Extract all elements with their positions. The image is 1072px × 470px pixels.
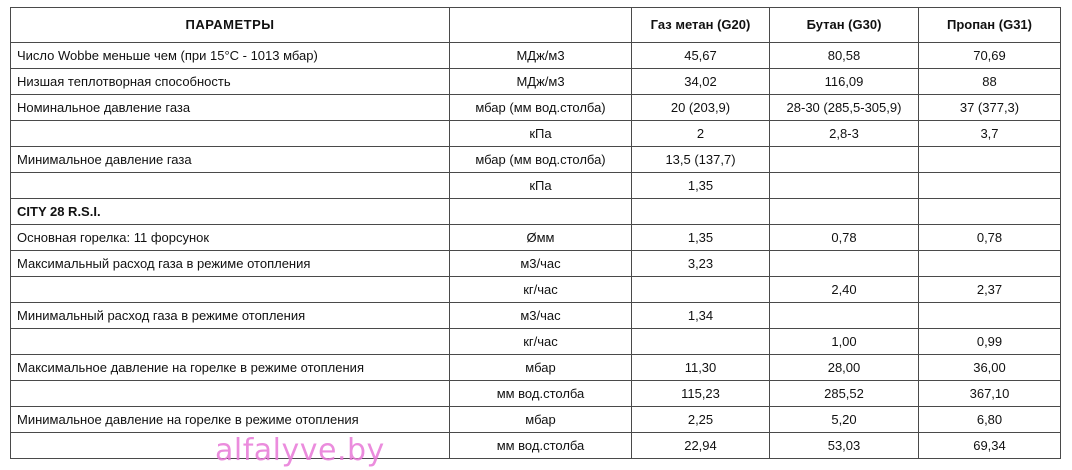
value-g30 [770,173,919,199]
header-gas-g30: Бутан (G30) [770,8,919,43]
param-name: Минимальное давление на горелке в режиме отопления [11,407,450,433]
value-g30: 2,8-3 [770,121,919,147]
value-g31: 37 (377,3) [919,95,1061,121]
value-g30 [770,199,919,225]
value-g30: 285,52 [770,381,919,407]
table-row [11,277,1061,303]
value-g30: 28-30 (285,5-305,9) [770,95,919,121]
param-unit: м3/час [450,251,632,277]
param-name [11,173,450,199]
table-row [11,147,1061,173]
value-g20: 1,35 [632,225,770,251]
header-unit-cell [450,8,632,43]
value-g31 [919,173,1061,199]
param-name: Минимальное давление газа [11,147,450,173]
value-g30: 0,78 [770,225,919,251]
param-unit: кг/час [450,329,632,355]
value-g20 [632,199,770,225]
param-name: Минимальный расход газа в режиме отопления [11,303,450,329]
param-name: Число Wobbe меньше чем (при 15°C - 1013 мбар) [11,43,450,69]
value-g31 [919,147,1061,173]
value-g30 [770,303,919,329]
param-unit: мбар [450,355,632,381]
param-name: Максимальный расход газа в режиме отопления [11,251,450,277]
value-g30: 116,09 [770,69,919,95]
param-unit: МДж/м3 [450,43,632,69]
table-row [11,329,1061,355]
param-unit: мбар (мм вод.столба) [450,95,632,121]
param-name [11,277,450,303]
value-g30 [770,251,919,277]
param-name: Низшая теплотворная способность [11,69,450,95]
value-g30: 28,00 [770,355,919,381]
value-g31 [919,199,1061,225]
value-g20: 3,23 [632,251,770,277]
param-unit: кПа [450,173,632,199]
value-g20: 2,25 [632,407,770,433]
table-row [11,43,1061,69]
table-section-row [11,199,1061,225]
parameters-table [10,7,1061,459]
value-g20: 20 (203,9) [632,95,770,121]
value-g20: 115,23 [632,381,770,407]
table-row [11,173,1061,199]
table-row [11,121,1061,147]
value-g31 [919,251,1061,277]
param-unit: мбар (мм вод.столба) [450,147,632,173]
header-gas-g20: Газ метан (G20) [632,8,770,43]
value-g30: 2,40 [770,277,919,303]
value-g20: 1,35 [632,173,770,199]
value-g31: 3,7 [919,121,1061,147]
section-title: CITY 28 R.S.I. [11,199,450,225]
value-g30: 53,03 [770,433,919,459]
value-g31: 70,69 [919,43,1061,69]
param-unit: мм вод.столба [450,381,632,407]
table-title: ПАРАМЕТРЫ [11,8,450,43]
value-g31: 367,10 [919,381,1061,407]
param-name: Основная горелка: 11 форсунок [11,225,450,251]
table-row [11,433,1061,459]
value-g31: 2,37 [919,277,1061,303]
param-unit: мбар [450,407,632,433]
value-g31 [919,303,1061,329]
param-unit: МДж/м3 [450,69,632,95]
table-row [11,407,1061,433]
table-row [11,381,1061,407]
value-g31: 88 [919,69,1061,95]
value-g20: 11,30 [632,355,770,381]
param-name: Максимальное давление на горелке в режиме отопления [11,355,450,381]
value-g31: 0,99 [919,329,1061,355]
watermark: alfalyve.by [215,433,385,468]
table-row [11,355,1061,381]
param-unit: кг/час [450,277,632,303]
value-g20: 2 [632,121,770,147]
value-g20: 13,5 (137,7) [632,147,770,173]
value-g30: 5,20 [770,407,919,433]
param-unit [450,199,632,225]
table-header-row [11,8,1061,43]
header-gas-g31: Пропан (G31) [919,8,1061,43]
value-g20 [632,329,770,355]
value-g20: 1,34 [632,303,770,329]
value-g20: 45,67 [632,43,770,69]
value-g30: 1,00 [770,329,919,355]
param-name [11,121,450,147]
value-g20 [632,277,770,303]
param-name [11,329,450,355]
param-name [11,381,450,407]
table-row [11,303,1061,329]
table-row [11,95,1061,121]
param-unit: кПа [450,121,632,147]
value-g30 [770,147,919,173]
value-g20: 22,94 [632,433,770,459]
value-g31: 0,78 [919,225,1061,251]
param-name: Номинальное давление газа [11,95,450,121]
value-g30: 80,58 [770,43,919,69]
value-g31: 6,80 [919,407,1061,433]
table-row [11,69,1061,95]
table-row [11,225,1061,251]
param-unit: Øмм [450,225,632,251]
param-unit: м3/час [450,303,632,329]
table-row [11,251,1061,277]
value-g20: 34,02 [632,69,770,95]
value-g31: 36,00 [919,355,1061,381]
param-unit: мм вод.столба [450,433,632,459]
value-g31: 69,34 [919,433,1061,459]
